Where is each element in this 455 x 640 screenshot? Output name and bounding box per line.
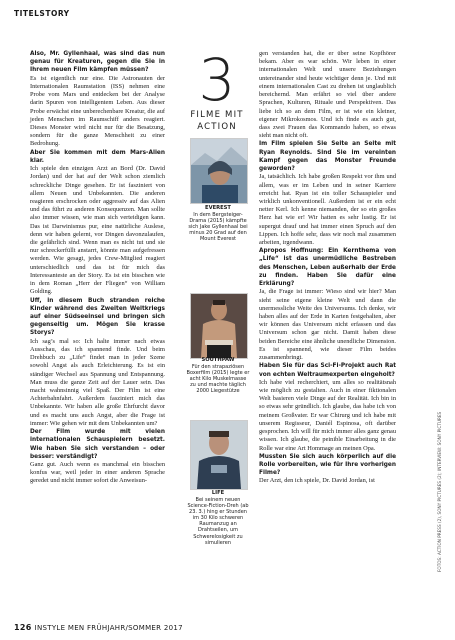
film-title-southpaw: SOUTHPAW — [201, 357, 235, 363]
interview-answer: gen verstanden hat, die er über seine Kopfhörer bekam. Aber es war schön. Wir leben in einer internationalen Welt und unsere Beziehungen untereinander sind heute wichtiger denn je. Und mit einem internationalen Cast zu drehen ist unglaublich bereichernd. Man erfährt so viel über andere Sprachen, Kulturen, Rituale und Perspektiven. Das liebe ich so an dem Film, er ist wie ein kleiner, eigener Mikrokosmos. Und ich finde es auch gut, dass zwei Frauen das Kommando haben, so etwas sieht man nicht oft. — [259, 50, 396, 140]
interview-question: Uff, in diesem Buch stranden reiche Kinder während des Zweiten Weltkriegs auf einer Südseeinsel und bringen sich gegenseitig um. Mögen Sie krasse Storys? — [30, 297, 165, 337]
sidebar-number: 3 — [198, 46, 236, 114]
interview-answer: Ich spiele den einzigen Arzt an Bord (Dr. David Jordan) und der hat auf der Welt schon ziemlich schreckliche Dinge gesehen. Er ist fasziniert von allem Neuen und Unbekannten. Die anderen reagieren erschrocken oder aggressiv auf das Alien und das führt zu anderen Konsequenzen. Man sollte also immer wissen, wie man sich verteidigen kann. Das ist Darwinismus pur, eine natürliche Auslese, denn wir haben gelernt, vor Dingen davonzulaufen, die gefährlich sind. Wenn man es nicht tut und sie nur schreckerfüllt anstarrt, könnte man aufgefressen werden. Wie gesagt, jedes Crew-Mitglied reagiert unterschiedlich und das ist für mich das Interessanteste an der Story. Es ist ein bisschen wie in dem Roman „Herr der Fliegen“ von William Golding. — [30, 165, 165, 296]
sidebar-title-line2: ACTION — [197, 122, 237, 132]
sidebar-title-line1: FILME MIT — [190, 110, 244, 120]
interview-answer: Ja, die Frage ist immer: Wieso sind wir hier? Man sieht seine eigene kleine Welt und dann die unermessliche Weite des Universums. Ich denke, wir haben alles auf der Erde in Karten festgehalten, aber wir können das Universum nicht erfassen und das Universum schon gar nicht. Damit haben diese beiden Bereiche eine ähnliche unendliche Dimension. Es ist spannend, wie dieser Film beides zusammenbringt. — [259, 288, 396, 362]
interview-question: Mussten Sie sich auch körperlich auf die Rolle vorbereiten, wie für Ihre vorherigen Filme? — [259, 453, 396, 477]
interview-column-right — [259, 50, 396, 486]
interview-answer: Der Arzt, den ich spiele, Dr. David Jordan, ist — [259, 477, 375, 485]
interview-answer: Ganz gut. Auch wenn es manchmal ein bisschen konfus war, weil jeder in einer anderen Sprache geredet und nicht immer sofort die Anweisun- — [30, 460, 165, 485]
page-number: 126 — [14, 623, 32, 632]
photo-credit: FOTOS: ACTION PRESS (2), SONY PICTURES (2); INTERVIEW: SONY PICTURES — [437, 411, 442, 572]
film-desc-southpaw: Für den strapaziösen Boxerfilm (2015) legte er acht Kilo Muskelmasse zu und machte täglich 2000 Liegestütze — [186, 364, 250, 395]
interview-question: Im Film spielen Sie Seite an Seite mit Ryan Reynolds. Sind Sie im vereinten Kampf gegen das Monster Freunde geworden? — [259, 141, 396, 173]
interview-question: Der Film wurde mit vielen internationalen Schauspielern besetzt. Wie haben Sie sich verstanden – oder besser: verständigt? — [30, 429, 165, 460]
sidebar-heading — [188, 46, 246, 132]
interview-answer: Es ist eigentlich nur eine. Die Astronauten der Internationalen Raumstation (ISS) nehmen eine Probe vom Mars und entdecken bei der Analyse darin Spuren von intelligentem Leben. Aus dieser Probe erwächst eine unberechenbare Kreatur, die auf jeden Menschen im Raumschiff anders reagiert. Dieses Monster wird nicht nur für die Besatzung, sondern für die ganze Menschheit zu einer Bedrohung. — [30, 74, 165, 148]
film-title-life: LIFE — [211, 490, 225, 496]
everest-photo — [190, 138, 248, 204]
interview-question: Aber Sie kommen mit dem Mars-Alien klar. — [30, 149, 165, 164]
interview-answer: Ich sag’s mal so: Ich halte immer nach etwas Ausschau, das ich spannend finde. Und beim Drehbuch zu „Life“ findet man in jeder Szene sowohl Angst als auch Erleichterung. Es ist ein ständiger Wechsel aus Spannung und Entspannung. Man muss die ganze Zeit auf der Lauer sein. Das macht wahnsinnig viel Spaß. Der Film ist eine Achterbahnfahrt. Außerdem fasziniert mich das Unbekannte. Wir haben alle große Ehrfurcht davor und es macht uns auch Angst, aber die Frage ist immer: Wie gehen wir mit dem Unbekannten um? — [30, 337, 165, 427]
life-photo — [190, 420, 248, 490]
section-header: TITELSTORY — [14, 9, 70, 18]
southpaw-photo — [190, 293, 248, 359]
interview-answer: Ich habe viel recherchiert, um alles so realitätsnah wie möglich zu gestalten. Auch in einer fiktionalen Welt basieren viele Dinge auf der Realität. Ich bin in so etwas sehr gründlich. Ich glaube, das habe ich von meinem Großvater. Er war Chirurg und ich habe mit unserem Regisseur, Daniél Espinosa, oft darüber gesprochen. Ich will für mich immer alles ganz genau wissen. Ich glaube, die peinible Einarbeitung in die Rolle war eine Art Hommage an meinen Opa. — [259, 378, 396, 452]
page-footer — [14, 623, 183, 632]
interview-answer: Ja, tatsächlich. Ich habe großen Respekt vor ihm und allem, was er im Leben und in seiner Karriere erreicht hat. Ryan ist ein toller Schauspieler und wirklich unkonventionell. Außerdem ist er ein echt netter Kerl. Ich kenne niemanden, der so ein großes Herz hat wie er! Wir hatten es sehr lustig. Er ist supergut drauf und hat immer einen Spruch auf den Lippen. Ich hoffe sehr, dass wir noch mal zusammen arbeiten, irgendwann. — [259, 173, 396, 247]
interview-question: Haben Sie für das Sci-Fi-Projekt auch Rat von echten Weltraumexperten eingeholt? — [259, 363, 396, 378]
interview-question: Apropos Hoffnung: Ein Kernthema von „Life“ ist das unermüdliche Bestreben des Menschen, Leben außerhalb der Erde zu finden. Haben Sie dafür eine Erklärung? — [259, 248, 396, 288]
publication-name: INSTYLE MEN FRÜHJAHR/SOMMER 2017 — [34, 624, 183, 632]
interview-question: Also, Mr. Gyllenhaal, was sind das nun genau für Kreaturen, gegen die Sie in Ihrem neuen Film kämpfen müssen? — [30, 51, 165, 74]
interview-column-left — [30, 50, 165, 486]
film-title-everest: EVEREST — [205, 205, 231, 211]
film-desc-everest: In dem Bergsteiger-Drama (2015) kämpfte sich Jake Gyllenhaal bei minus 20 Grad auf den Mount Everest — [188, 212, 248, 243]
film-desc-life: Bei seinem neuen Science-Fiction-Dreh (ab 23. 3.) hing er Stunden im 30 Kilo schweren Raumanzug an Drahtseilen, um Schwerelosigkeit zu simulieren — [187, 497, 249, 546]
